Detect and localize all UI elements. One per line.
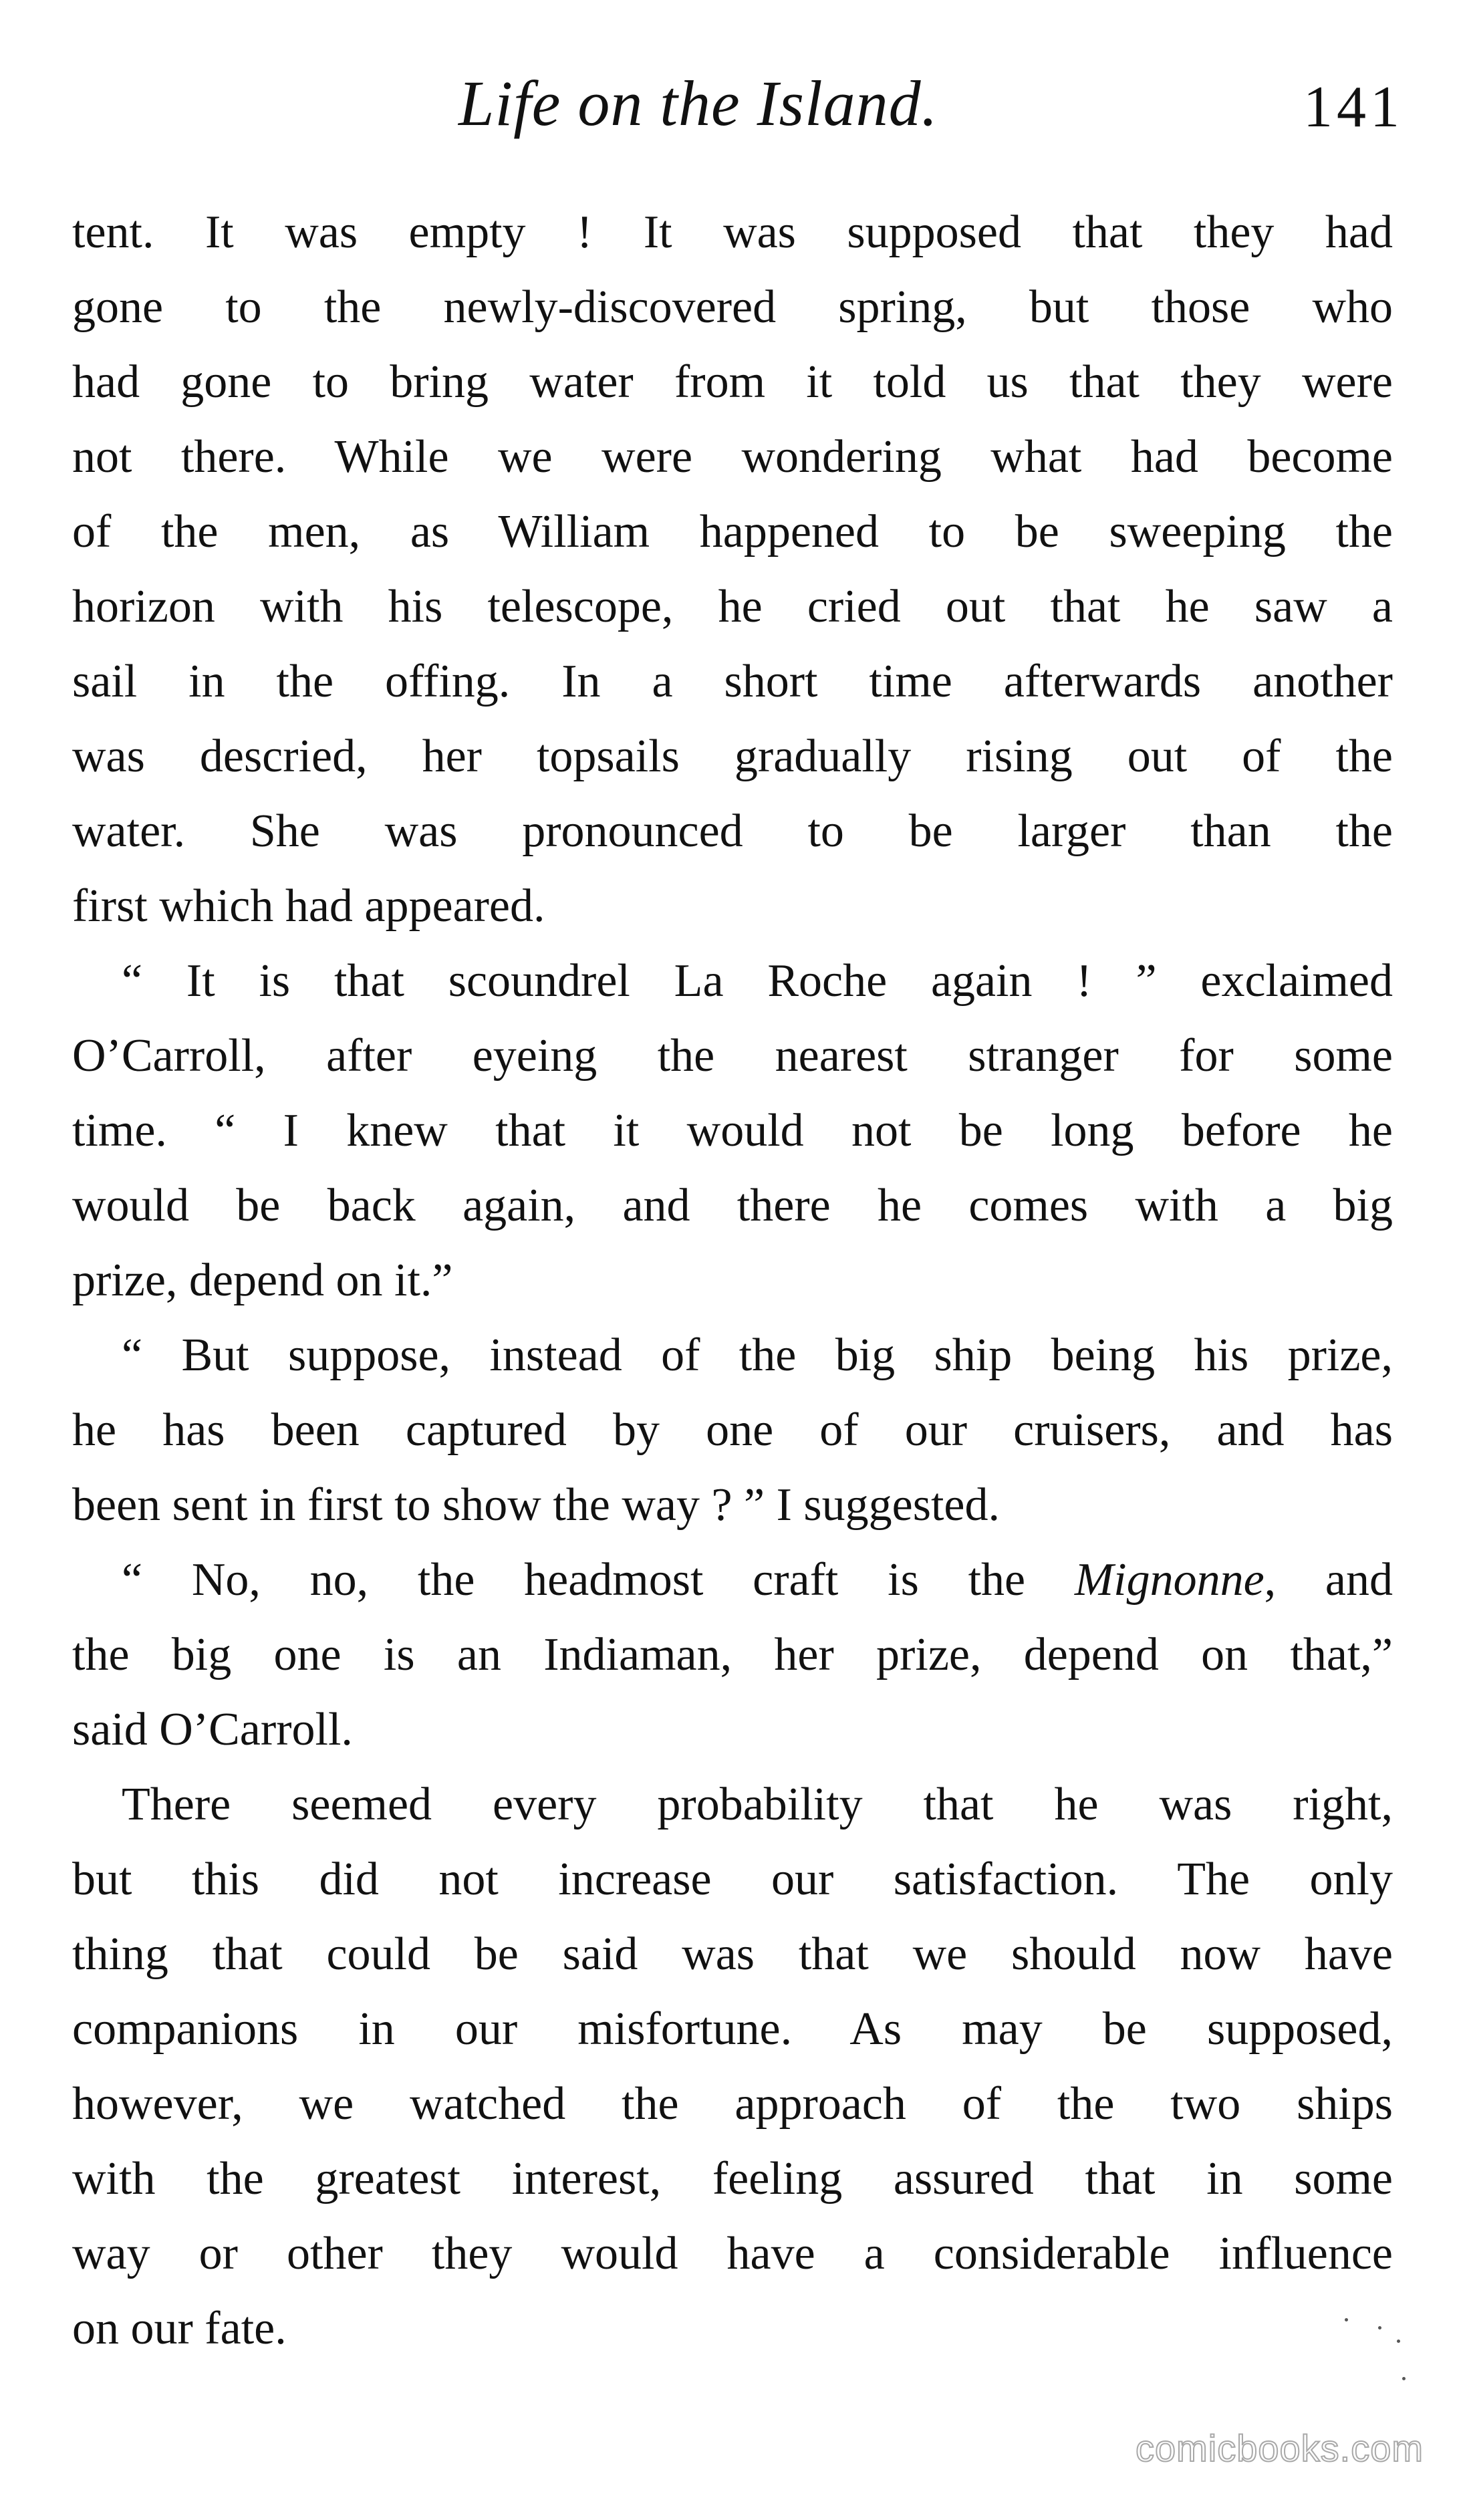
text-line: gone to the newly-discovered spring, but those who xyxy=(72,281,1393,333)
text-line: sail in the offing. In a short time afterwards another xyxy=(72,656,1393,707)
paragraph-5 xyxy=(72,1767,1393,2366)
text-line: first which had appeared. xyxy=(72,880,545,932)
scan-specks xyxy=(1338,2313,1412,2393)
text-line xyxy=(72,1543,1393,1618)
paragraph-4 xyxy=(72,1543,1393,1767)
watermark: comicbooks.com xyxy=(1135,2427,1424,2469)
running-head xyxy=(0,67,1465,140)
paragraph-1 xyxy=(72,195,1393,944)
text-segment: , and xyxy=(1264,1554,1393,1606)
speck xyxy=(1397,2340,1400,2343)
text-line: of the men, as William happened to be sweeping the xyxy=(72,506,1393,557)
text-line: had gone to bring water from it told us that they were xyxy=(72,356,1393,408)
text-line: way or other they would have a considerable influence xyxy=(72,2228,1393,2279)
text-line: thing that could be said was that we should now have xyxy=(72,1928,1393,1980)
text-line: companions in our misfortune. As may be supposed, xyxy=(72,2003,1393,2055)
text-segment: “ No, no, the headmost craft is the xyxy=(122,1554,1075,1606)
speck xyxy=(1345,2318,1348,2321)
text-line: horizon with his telescope, he cried out that he saw a xyxy=(72,581,1393,632)
text-line: was descried, her topsails gradually rising out of the xyxy=(72,731,1393,782)
speck xyxy=(1402,2377,1406,2380)
text-line: but this did not increase our satisfaction. The only xyxy=(72,1854,1393,1905)
text-line: he has been captured by one of our cruisers, and has xyxy=(72,1404,1393,1456)
text-line: There seemed every probability that he was right, xyxy=(122,1779,1393,1830)
text-line: would be back again, and there he comes with a big xyxy=(72,1180,1393,1231)
ship-name: Mignonne xyxy=(1074,1554,1264,1606)
text-line: not there. While we were wondering what had become xyxy=(72,431,1393,483)
text-line: been sent in first to show the way ? ” I suggested. xyxy=(72,1479,1001,1531)
text-line: tent. It was empty ! It was supposed that they had xyxy=(72,207,1393,258)
speck xyxy=(1378,2326,1381,2329)
paragraph-3 xyxy=(72,1318,1393,1543)
running-title: Life on the Island. xyxy=(458,68,938,139)
page-number: 141 xyxy=(1303,75,1404,140)
text-line: said O’Carroll. xyxy=(72,1704,353,1755)
text-line: however, we watched the approach of the two ships xyxy=(72,2078,1393,2130)
text-line: “ It is that scoundrel La Roche again ! ” exclaimed xyxy=(122,955,1393,1007)
text-line: time. “ I knew that it would not be long before he xyxy=(72,1105,1393,1156)
text-line: with the greatest interest, feeling assured that in some xyxy=(72,2153,1393,2204)
text-line: the big one is an Indiaman, her prize, depend on that,” xyxy=(72,1629,1393,1680)
text-line: water. She was pronounced to be larger than the xyxy=(72,805,1393,857)
text-line: “ But suppose, instead of the big ship being his prize, xyxy=(122,1330,1393,1381)
text-line: O’Carroll, after eyeing the nearest stranger for some xyxy=(72,1030,1393,1082)
text-line: on our fate. xyxy=(72,2303,287,2354)
paragraph-2 xyxy=(72,944,1393,1318)
text-line: prize, depend on it.” xyxy=(72,1255,453,1306)
body-text xyxy=(72,195,1393,2366)
